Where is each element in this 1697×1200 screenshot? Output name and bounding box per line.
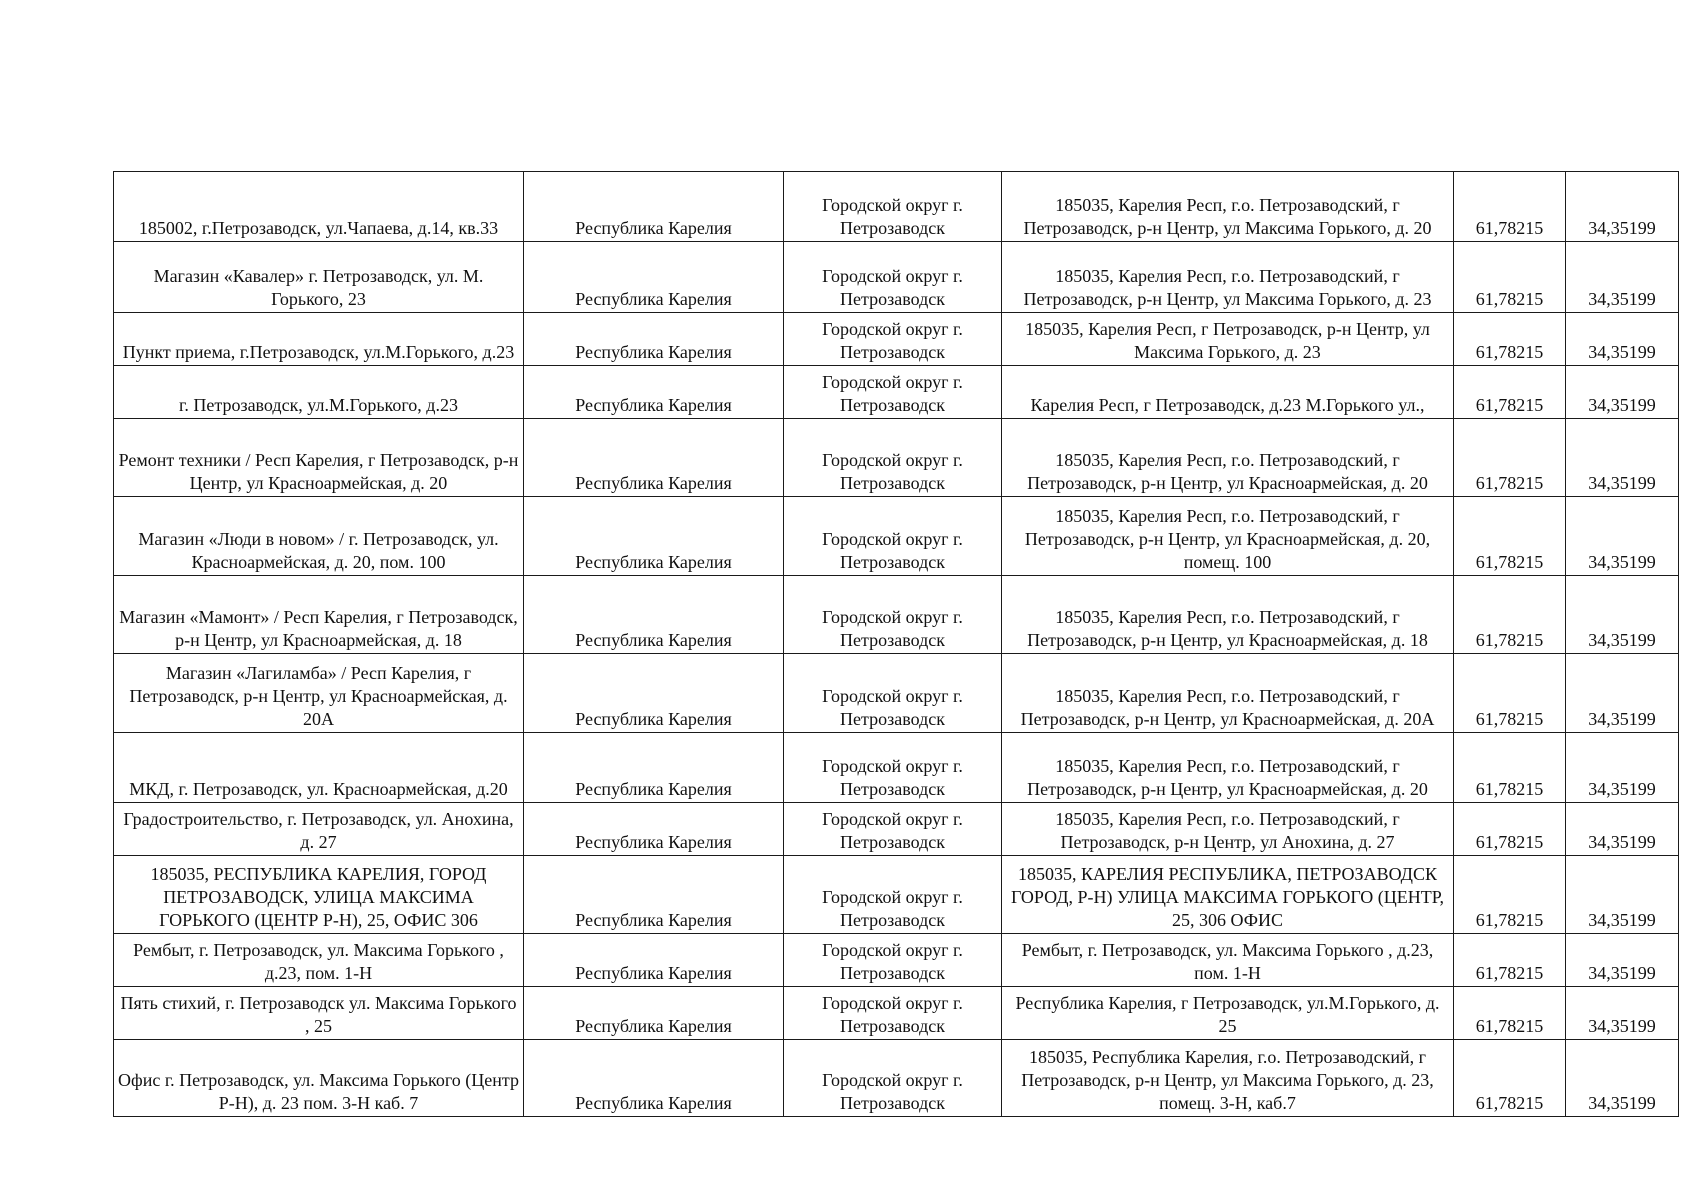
address-cell: 185002, г.Петрозаводск, ул.Чапаева, д.14, кв.33 [114, 172, 524, 242]
address-cell: МКД, г. Петрозаводск, ул. Красноармейская, д.20 [114, 733, 524, 803]
district-cell: Городской округ г. Петрозаводск [784, 576, 1002, 654]
longitude-cell: 34,35199 [1566, 654, 1679, 733]
region-cell: Республика Карелия [524, 733, 784, 803]
district-cell: Городской округ г. Петрозаводск [784, 733, 1002, 803]
fias-address-cell: 185035, Карелия Респ, г.о. Петрозаводский, г Петрозаводск, р-н Центр, ул Красноармейская, д. 20 [1002, 419, 1454, 497]
fias-address-cell: 185035, Карелия Респ, г.о. Петрозаводский, г Петрозаводск, р-н Центр, ул Максима Горького, д. 23 [1002, 242, 1454, 313]
fias-address-cell: 185035, Карелия Респ, г.о. Петрозаводский, г Петрозаводск, р-н Центр, ул Максима Горького, д. 20 [1002, 172, 1454, 242]
fias-address-cell: 185035, Карелия Респ, г.о. Петрозаводский, г Петрозаводск, р-н Центр, ул Анохина, д. 27 [1002, 803, 1454, 856]
latitude-cell: 61,78215 [1454, 987, 1566, 1040]
table-row [114, 654, 1679, 733]
address-cell: Магазин «Лагиламба» / Респ Карелия, г Петрозаводск, р-н Центр, ул Красноармейская, д. 20А [114, 654, 524, 733]
address-cell: Рембыт, г. Петрозаводск, ул. Максима Горького , д.23, пом. 1-Н [114, 934, 524, 987]
latitude-cell: 61,78215 [1454, 313, 1566, 366]
region-cell: Республика Карелия [524, 497, 784, 576]
latitude-cell: 61,78215 [1454, 242, 1566, 313]
fias-address-cell: Карелия Респ, г Петрозаводск, д.23 М.Горького ул., [1002, 366, 1454, 419]
fias-address-cell: 185035, Карелия Респ, г.о. Петрозаводский, г Петрозаводск, р-н Центр, ул Красноармейская, д. 20А [1002, 654, 1454, 733]
table-row [114, 1040, 1679, 1117]
district-cell: Городской округ г. Петрозаводск [784, 366, 1002, 419]
latitude-cell: 61,78215 [1454, 934, 1566, 987]
longitude-cell: 34,35199 [1566, 366, 1679, 419]
address-table [113, 171, 1679, 1117]
region-cell: Республика Карелия [524, 803, 784, 856]
fias-address-cell: 185035, КАРЕЛИЯ РЕСПУБЛИКА, ПЕТРОЗАВОДСК ГОРОД, Р-Н) УЛИЦА МАКСИМА ГОРЬКОГО (ЦЕНТР, 25, 306 ОФИС [1002, 856, 1454, 934]
table-row [114, 987, 1679, 1040]
address-cell: Магазин «Мамонт» / Респ Карелия, г Петрозаводск, р-н Центр, ул Красноармейская, д. 18 [114, 576, 524, 654]
table-row [114, 366, 1679, 419]
longitude-cell: 34,35199 [1566, 242, 1679, 313]
address-cell: 185035, РЕСПУБЛИКА КАРЕЛИЯ, ГОРОД ПЕТРОЗАВОДСК, УЛИЦА МАКСИМА ГОРЬКОГО (ЦЕНТР Р-Н), 25, ОФИС 306 [114, 856, 524, 934]
latitude-cell: 61,78215 [1454, 1040, 1566, 1117]
longitude-cell: 34,35199 [1566, 1040, 1679, 1117]
latitude-cell: 61,78215 [1454, 172, 1566, 242]
fias-address-cell: 185035, Республика Карелия, г.о. Петрозаводский, г Петрозаводск, р-н Центр, ул Максима Горького, д. 23, помещ. 3-Н, каб.7 [1002, 1040, 1454, 1117]
table-row [114, 313, 1679, 366]
district-cell: Городской округ г. Петрозаводск [784, 172, 1002, 242]
district-cell: Городской округ г. Петрозаводск [784, 419, 1002, 497]
longitude-cell: 34,35199 [1566, 934, 1679, 987]
district-cell: Городской округ г. Петрозаводск [784, 1040, 1002, 1117]
fias-address-cell: 185035, Карелия Респ, г.о. Петрозаводский, г Петрозаводск, р-н Центр, ул Красноармейская, д. 18 [1002, 576, 1454, 654]
table-body [114, 172, 1679, 1117]
district-cell: Городской округ г. Петрозаводск [784, 856, 1002, 934]
address-cell: Офис г. Петрозаводск, ул. Максима Горького (Центр Р-Н), д. 23 пом. 3-Н каб. 7 [114, 1040, 524, 1117]
longitude-cell: 34,35199 [1566, 172, 1679, 242]
longitude-cell: 34,35199 [1566, 987, 1679, 1040]
district-cell: Городской округ г. Петрозаводск [784, 987, 1002, 1040]
fias-address-cell: 185035, Карелия Респ, г.о. Петрозаводский, г Петрозаводск, р-н Центр, ул Красноармейская, д. 20, помещ. 100 [1002, 497, 1454, 576]
latitude-cell: 61,78215 [1454, 654, 1566, 733]
table-row [114, 497, 1679, 576]
district-cell: Городской округ г. Петрозаводск [784, 242, 1002, 313]
latitude-cell: 61,78215 [1454, 366, 1566, 419]
address-cell: г. Петрозаводск, ул.М.Горького, д.23 [114, 366, 524, 419]
region-cell: Республика Карелия [524, 1040, 784, 1117]
table-row [114, 934, 1679, 987]
region-cell: Республика Карелия [524, 934, 784, 987]
longitude-cell: 34,35199 [1566, 733, 1679, 803]
table-row [114, 733, 1679, 803]
table-row [114, 803, 1679, 856]
table-row [114, 419, 1679, 497]
latitude-cell: 61,78215 [1454, 576, 1566, 654]
longitude-cell: 34,35199 [1566, 419, 1679, 497]
region-cell: Республика Карелия [524, 856, 784, 934]
fias-address-cell: 185035, Карелия Респ, г.о. Петрозаводский, г Петрозаводск, р-н Центр, ул Красноармейская, д. 20 [1002, 733, 1454, 803]
address-cell: Ремонт техники / Респ Карелия, г Петрозаводск, р-н Центр, ул Красноармейская, д. 20 [114, 419, 524, 497]
longitude-cell: 34,35199 [1566, 313, 1679, 366]
longitude-cell: 34,35199 [1566, 576, 1679, 654]
table-row [114, 856, 1679, 934]
region-cell: Республика Карелия [524, 654, 784, 733]
region-cell: Республика Карелия [524, 987, 784, 1040]
address-cell: Градостроительство, г. Петрозаводск, ул. Анохина, д. 27 [114, 803, 524, 856]
fias-address-cell: Рембыт, г. Петрозаводск, ул. Максима Горького , д.23, пом. 1-Н [1002, 934, 1454, 987]
table-row [114, 242, 1679, 313]
district-cell: Городской округ г. Петрозаводск [784, 313, 1002, 366]
region-cell: Республика Карелия [524, 419, 784, 497]
fias-address-cell: 185035, Карелия Респ, г Петрозаводск, р-н Центр, ул Максима Горького, д. 23 [1002, 313, 1454, 366]
latitude-cell: 61,78215 [1454, 419, 1566, 497]
address-cell: Пять стихий, г. Петрозаводск ул. Максима Горького , 25 [114, 987, 524, 1040]
table-row [114, 576, 1679, 654]
region-cell: Республика Карелия [524, 313, 784, 366]
latitude-cell: 61,78215 [1454, 733, 1566, 803]
latitude-cell: 61,78215 [1454, 803, 1566, 856]
region-cell: Республика Карелия [524, 366, 784, 419]
region-cell: Республика Карелия [524, 576, 784, 654]
district-cell: Городской округ г. Петрозаводск [784, 934, 1002, 987]
district-cell: Городской округ г. Петрозаводск [784, 497, 1002, 576]
latitude-cell: 61,78215 [1454, 497, 1566, 576]
district-cell: Городской округ г. Петрозаводск [784, 654, 1002, 733]
longitude-cell: 34,35199 [1566, 803, 1679, 856]
region-cell: Республика Карелия [524, 172, 784, 242]
address-cell: Магазин «Люди в новом» / г. Петрозаводск, ул. Красноармейская, д. 20, пом. 100 [114, 497, 524, 576]
longitude-cell: 34,35199 [1566, 497, 1679, 576]
address-cell: Пункт приема, г.Петрозаводск, ул.М.Горького, д.23 [114, 313, 524, 366]
table-row [114, 172, 1679, 242]
region-cell: Республика Карелия [524, 242, 784, 313]
latitude-cell: 61,78215 [1454, 856, 1566, 934]
district-cell: Городской округ г. Петрозаводск [784, 803, 1002, 856]
address-cell: Магазин «Кавалер» г. Петрозаводск, ул. М. Горького, 23 [114, 242, 524, 313]
longitude-cell: 34,35199 [1566, 856, 1679, 934]
fias-address-cell: Республика Карелия, г Петрозаводск, ул.М.Горького, д. 25 [1002, 987, 1454, 1040]
